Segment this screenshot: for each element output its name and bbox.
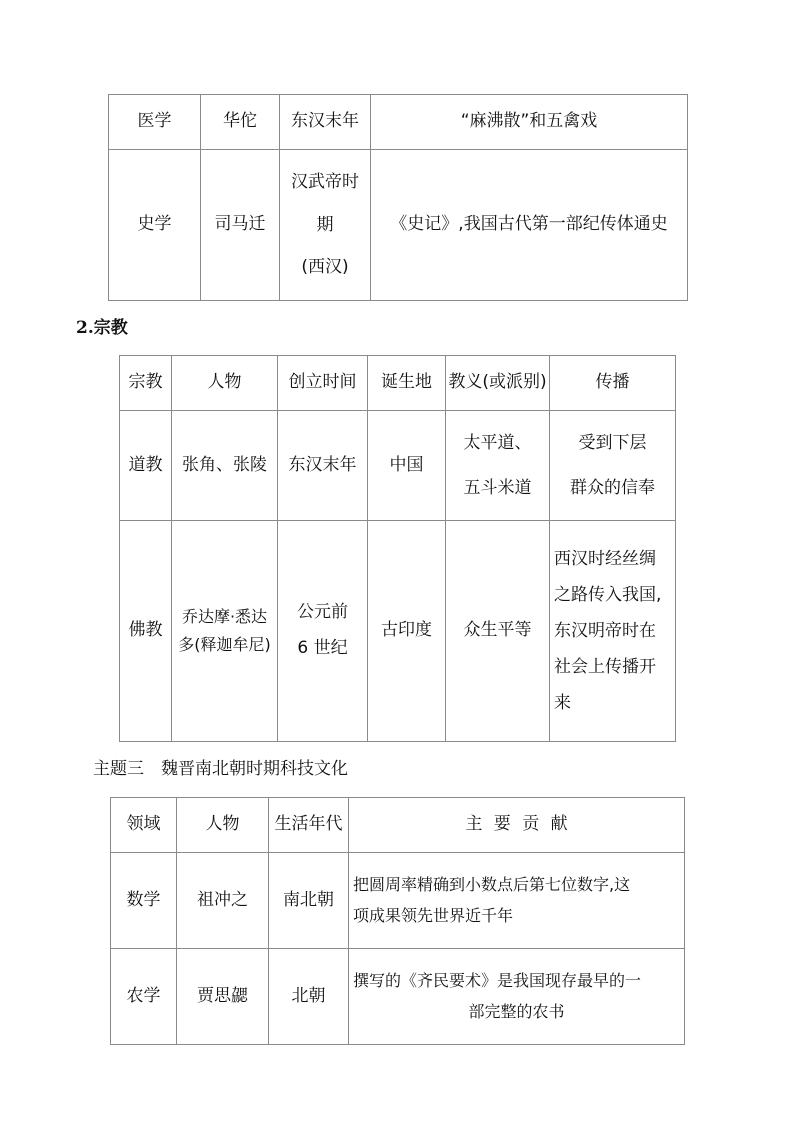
cell-line: 公元前 [297,602,348,623]
table-header-row [111,798,685,853]
cell-time: 东汉末年 [278,411,368,521]
table-row [109,95,688,150]
cell-person: 祖冲之 [177,853,269,949]
section-heading-theme3: 主题三 魏晋南北朝时期科技文化 [93,759,348,779]
header-doctrine: 教义(或派别) [446,356,550,411]
cell-field: 数学 [111,853,177,949]
cell-era: 东汉末年 [280,95,371,150]
cell-person: 张角、张陵 [172,411,278,521]
cell-spread [550,411,676,521]
cell-line: 太平道、 [463,433,532,454]
table-row [120,521,676,742]
cell-time [278,521,368,742]
cell-line: 群众的信奉 [570,477,655,498]
cell-line: 6 世纪 [297,638,348,658]
science-table-continued [108,94,688,301]
cell-line: 多(释迦牟尼) [178,635,271,654]
cell-origin: 中国 [368,411,446,521]
cell-origin: 古印度 [368,521,446,742]
section-heading-religion: 2.宗教 [76,318,128,338]
cell-line: 之路传入我国, [554,584,662,605]
header-origin: 诞生地 [368,356,446,411]
cell-person: 贾思勰 [177,949,269,1045]
table-row [111,853,685,949]
religion-table [119,355,676,742]
cell-contribution [349,949,685,1045]
cell-line: 受到下层 [578,433,647,454]
cell-era: 南北朝 [269,853,349,949]
header-religion: 宗教 [120,356,172,411]
cell-doctrine: 众生平等 [446,521,550,742]
header-person: 人物 [172,356,278,411]
cell-person: 华佗 [201,95,280,150]
cell-line: 东汉明帝时在 [554,620,656,641]
cell-contribution [349,853,685,949]
cell-person [172,521,278,742]
cell-line: 期 [316,214,334,235]
table-header-row [120,356,676,411]
table-row [111,949,685,1045]
cell-line: 来 [554,693,571,714]
cell-line: 西汉时经丝绸 [554,548,656,569]
cell-era: 北朝 [269,949,349,1045]
cell-doctrine [446,411,550,521]
cell-person: 司马迁 [201,150,280,301]
cell-era [280,150,371,301]
header-field: 领域 [111,798,177,853]
cell-line: 汉武帝时 [291,172,359,193]
cell-religion: 道教 [120,411,172,521]
weijin-science-table [110,797,685,1045]
header-contribution: 主 要 贡 献 [349,798,685,853]
cell-line: 社会上传播开 [554,657,656,678]
header-era: 生活年代 [269,798,349,853]
table-row [109,150,688,301]
cell-spread [550,521,676,742]
header-person: 人物 [177,798,269,853]
cell-contribution: 《史记》,我国古代第一部纪传体通史 [371,150,688,301]
cell-religion: 佛教 [120,521,172,742]
cell-line: 部完整的农书 [468,1001,565,1021]
cell-contribution: “麻沸散”和五禽戏 [371,95,688,150]
cell-line: (西汉) [301,257,349,278]
header-time: 创立时间 [278,356,368,411]
table-row [120,411,676,521]
cell-line: 项成果领先世界近千年 [353,905,514,925]
cell-line: 乔达摩·悉达 [181,607,268,626]
header-spread: 传播 [550,356,676,411]
cell-line: 撰写的《齐民要术》是我国现存最早的一 [353,971,642,991]
cell-line: 把圆周率精确到小数点后第七位数字,这 [353,875,631,895]
cell-field: 医学 [109,95,201,150]
cell-field: 史学 [109,150,201,301]
cell-field: 农学 [111,949,177,1045]
cell-line: 五斗米道 [463,477,532,498]
